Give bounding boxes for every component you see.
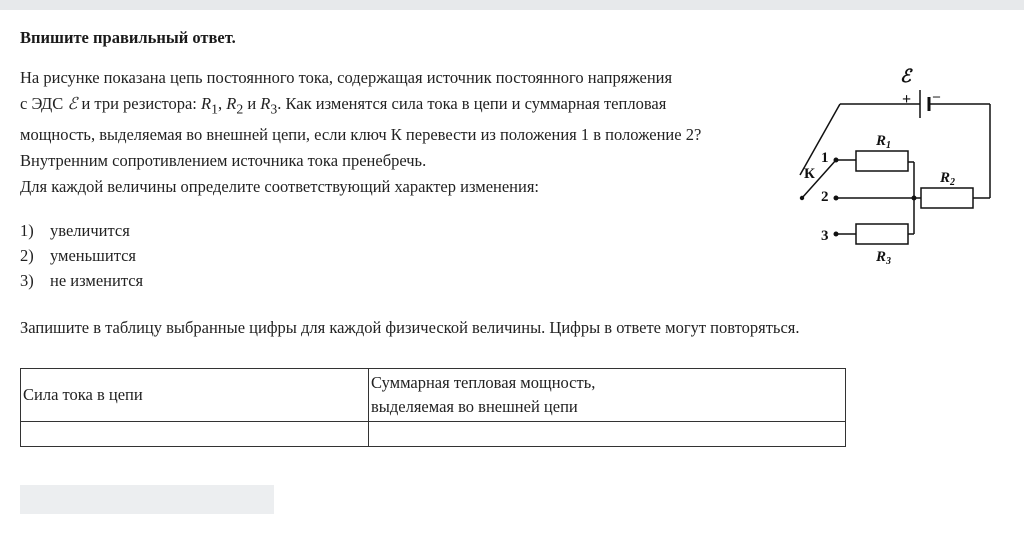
- instruction-text: Запишите в таблицу выбранные цифры для каждой физической величины. Цифры в ответе могут повторяться.: [20, 318, 800, 337]
- emf-label: ℰ: [900, 66, 911, 86]
- question-heading: Впишите правильный ответ.: [20, 28, 236, 47]
- r3-label: $R_3$: [876, 249, 892, 267]
- option-2: 2) уменьшится: [20, 246, 137, 265]
- table-header-current: Сила тока в цепи: [21, 369, 369, 422]
- problem-line-4: Внутренним сопротивлением источника тока пренебречь.: [20, 151, 427, 171]
- answer-options: [20, 218, 143, 293]
- problem-line-1: На рисунке показана цепь постоянного тока, содержащая источник постоянного напряжения: [20, 68, 673, 87]
- circuit-diagram: [790, 62, 1005, 272]
- table-header-power: Суммарная тепловая мощность, выделяемая во внешней цепи: [369, 369, 846, 422]
- position-2-label: 2: [821, 189, 829, 205]
- minus-sign: –: [933, 89, 940, 104]
- contact-2-dot: [834, 196, 839, 201]
- resistor-r2: [921, 188, 973, 208]
- problem-line-3: мощность, выделяемая во внешней цепи, если ключ К перевести из положения 1 в положение 2?: [20, 125, 702, 145]
- contact-1-dot: [834, 158, 839, 163]
- plus-sign: +: [902, 91, 912, 108]
- problem-line-5: Для каждой величины определите соответствующий характер изменения:: [20, 177, 540, 197]
- problem-line-2: с ЭДС ℰ и три резистора: $R_1$, $R_2$ и $R_3$. Как изменятся сила тока в цепи и суммарная тепловая: [20, 94, 667, 117]
- resistor-r1: [856, 151, 908, 171]
- option-1: 1) увеличится: [20, 221, 130, 240]
- answer-table: [20, 368, 846, 447]
- r2-label: $R_2$: [940, 170, 956, 188]
- answer-input-current[interactable]: [23, 424, 366, 446]
- top-bar: [0, 0, 1024, 10]
- answer-cell-current[interactable]: [21, 422, 369, 447]
- answer-input-power[interactable]: [371, 424, 843, 446]
- r1-label: $R_1$: [876, 133, 892, 151]
- key-label: К: [804, 166, 815, 182]
- contact-3-dot: [834, 232, 839, 237]
- submit-button-placeholder[interactable]: [20, 485, 274, 514]
- problem-text: [20, 65, 785, 200]
- option-3: 3) не изменится: [20, 271, 144, 290]
- answer-cell-power[interactable]: [369, 422, 846, 447]
- wire-left: [800, 104, 840, 175]
- junction-dot: [912, 196, 917, 201]
- position-1-label: 1: [821, 150, 829, 166]
- resistor-r3: [856, 224, 908, 244]
- switch-pivot-dot: [800, 196, 804, 200]
- position-3-label: 3: [821, 228, 829, 244]
